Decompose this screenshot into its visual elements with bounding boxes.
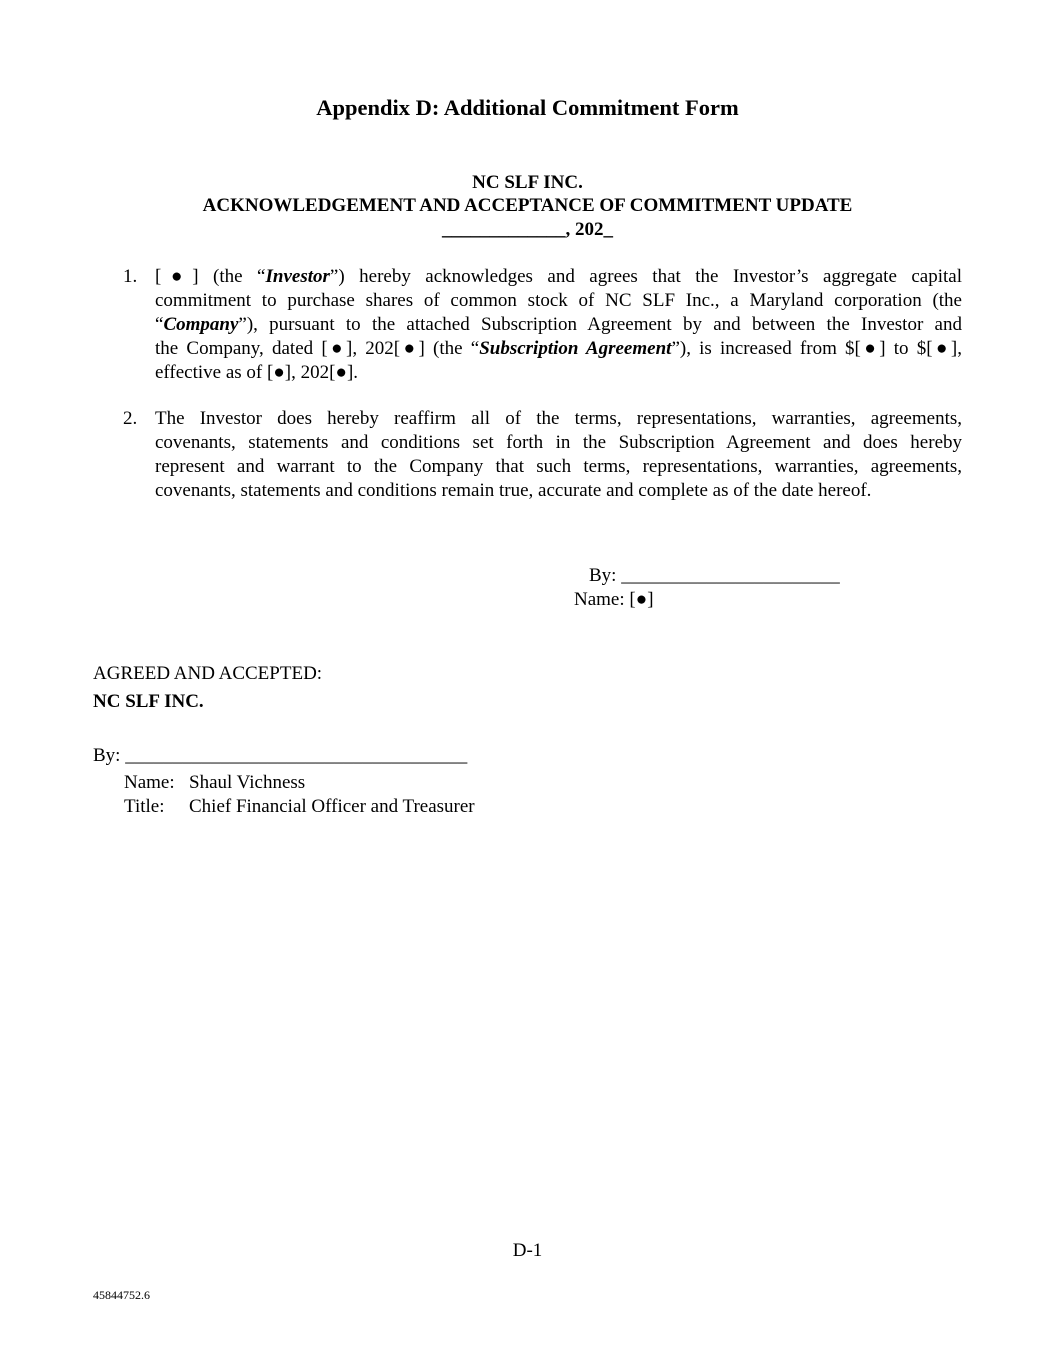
paragraph-2-line: represent and warrant to the Company that such terms, representations, warranties, agreements, [155,456,962,477]
paragraph-2-line: The Investor does hereby reaffirm all of the terms, representations, warranties, agreements, [155,408,962,429]
defined-term-subscription-agreement: Subscription Agreement [479,338,672,359]
paragraph-1-line: “Company”), pursuant to the attached Subscription Agreement by and between the Investor and [155,314,962,335]
page-number: D-1 [512,1240,543,1261]
appendix-title: Appendix D: Additional Commitment Form [316,95,739,120]
date-line: _____________, 202_ [442,219,613,240]
paragraph-2-number: 2. [123,408,138,429]
paragraph-1-line: commitment to purchase shares of common stock of NC SLF Inc., a Maryland corporation (the [155,290,962,311]
company-signature-line: By: ____________________________________ [93,745,468,766]
paragraph-1-line: the Company, dated [●], 202[●] (the “Subscription Agreement”), is increased from $[●] to $[●], [155,338,963,359]
signatory-name-label: Name: [124,772,175,793]
document-id: 45844752.6 [93,1288,150,1302]
accepting-company-name: NC SLF INC. [93,691,204,712]
form-heading: ACKNOWLEDGEMENT AND ACCEPTANCE OF COMMITMENT UPDATE [202,195,853,216]
defined-term-company: Company [163,314,239,335]
investor-signature-line: By: _______________________ [589,565,840,586]
signatory-title-label: Title: [124,796,165,817]
paragraph-1 [123,265,963,385]
paragraph-2 [123,407,962,503]
paragraph-1-line: effective as of [●], 202[●]. [155,362,359,383]
investor-name-line: Name: [●] [574,589,654,610]
paragraph-1-line: [●] (the “Investor”) hereby acknowledges and agrees that the Investor’s aggregate capital [155,266,962,287]
defined-term-investor: Investor [265,266,330,287]
agreed-and-accepted-label: AGREED AND ACCEPTED: [93,663,323,684]
signatory-title: Chief Financial Officer and Treasurer [189,796,475,817]
paragraph-2-line: covenants, statements and conditions set forth in the Subscription Agreement and does hereby [155,432,962,453]
company-heading: NC SLF INC. [472,172,583,193]
paragraph-1-number: 1. [123,266,138,287]
paragraph-2-line: covenants, statements and conditions remain true, accurate and complete as of the date hereof. [155,480,872,501]
signatory-name: Shaul Vichness [189,772,306,793]
